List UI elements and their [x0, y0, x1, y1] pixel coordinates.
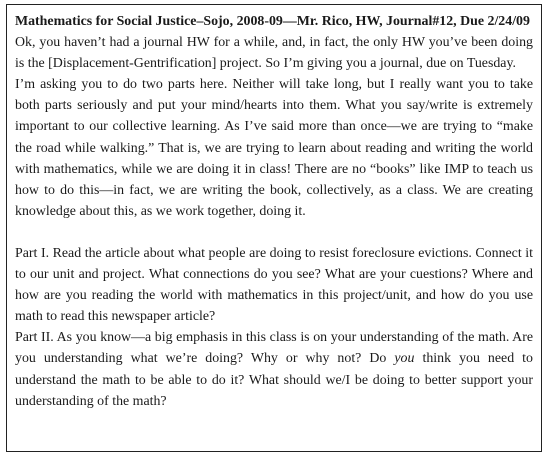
part-two-emphasis: you	[394, 351, 415, 367]
instructions-paragraph: I’m asking you to do two parts here. Neither will take long, but I really want you to take both parts seriously and put your mind/hearts into them. What you say/write is extremely important to our collective learning. As I’ve said more than once—we are trying to “make the road while walking.” That is, we are trying to learn about reading and writing the world with mathematics, while we are doing it in class! There are no “books” like IMP to teach us how to do this—in fact, we are writing the book, collectively, as a class. We are creating knowledge about this, as we work together, doing it.	[15, 77, 533, 219]
part-two-paragraph	[15, 327, 533, 411]
assignment-title: Mathematics for Social Justice–Sojo, 2008-09—Mr. Rico, HW, Journal#12, Due 2/24/09	[15, 14, 530, 29]
part-one-paragraph: Part I. Read the article about what people are doing to resist foreclosure evictions. Connect it to our unit and project. What connections do you see? What are your cuestions? Where and how are you reading the world with mathematics in this project/unit, and how do you use math to read this newspaper article?	[15, 245, 533, 325]
intro-paragraph: Ok, you haven’t had a journal HW for a while, and, in fact, the only HW you’ve been doing is the [Displacement-Gentrification] project. So I’m giving you a journal, due on Tuesday.	[15, 35, 533, 72]
part-two-text-end: think you need to understand the math to be able to do it? What should we/I be doing to better support your understanding of the math?	[15, 351, 533, 409]
part-two-text-start: Part II. As you know—a big emphasis in this class is on your understanding of the math. Are you understanding what we’re doing? Why or why not? Do	[15, 330, 533, 367]
paragraph-gap	[15, 222, 533, 243]
journal-assignment-box	[6, 4, 542, 452]
